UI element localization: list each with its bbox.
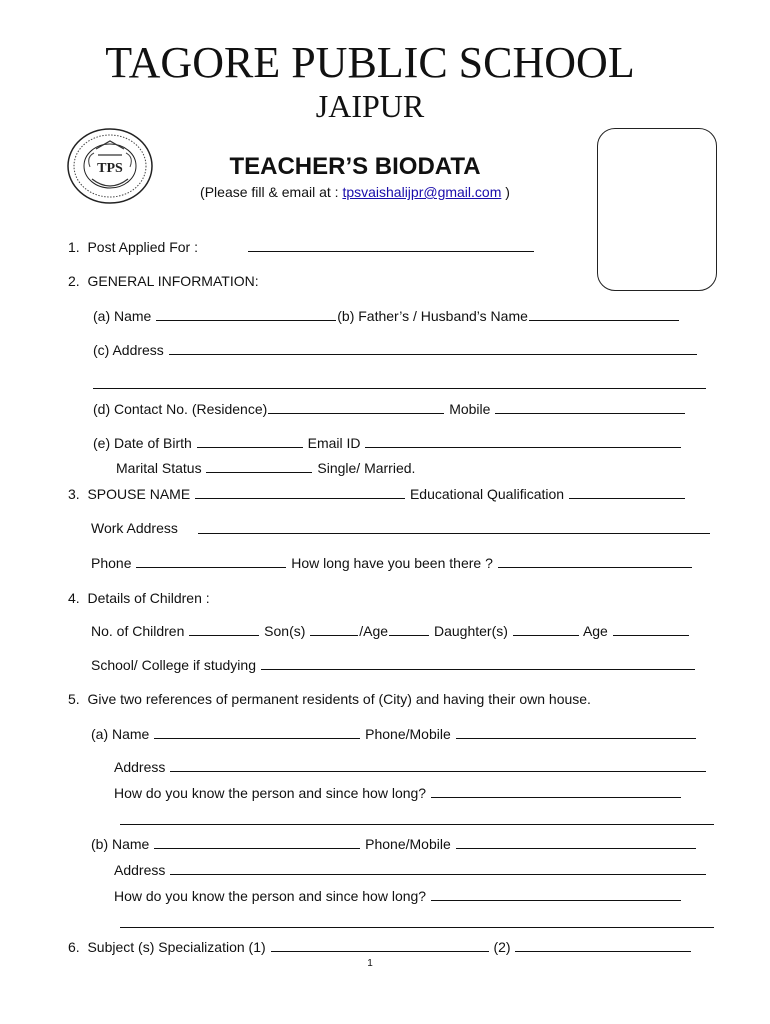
ref-a-phone-field[interactable] [456, 725, 696, 739]
ref-b-phone-field[interactable] [456, 835, 696, 849]
email-id-label: Email ID [307, 435, 361, 451]
ref-b-know-label: How do you know the person and since how long? [114, 888, 427, 904]
specialization-1-field[interactable] [271, 938, 489, 952]
ref-b-know-field[interactable] [431, 887, 681, 901]
how-long-field[interactable] [498, 554, 692, 568]
ref-a-name-label: (a) Name [91, 726, 150, 742]
instruction-note [0, 183, 710, 201]
school-name: TAGORE PUBLIC SCHOOL [105, 38, 635, 87]
ref-b-address-label: Address [114, 862, 166, 878]
address-field[interactable] [169, 341, 697, 355]
section-2 [68, 272, 259, 290]
mobile-field[interactable] [495, 400, 685, 414]
logo-monogram: TPS [97, 161, 123, 176]
specialization-label: Subject (s) Specialization (1) [87, 939, 266, 955]
education-label: Educational Qualification [409, 486, 565, 502]
residence-contact-field[interactable] [268, 400, 444, 414]
instruction-suffix: ) [501, 184, 510, 200]
daughters-label: Daughter(s) [434, 623, 508, 639]
mobile-label: Mobile [449, 401, 491, 417]
marital-row [116, 459, 415, 477]
ref-a-know-field-line-2[interactable] [120, 824, 714, 825]
ref-b-know-field-line-2[interactable] [120, 927, 714, 928]
single-married-text: Single/ Married. [317, 460, 416, 476]
section-4 [68, 589, 210, 607]
section-3 [68, 485, 686, 503]
section-1 [68, 238, 198, 256]
ref-a-address-field[interactable] [170, 758, 706, 772]
form-title: TEACHER’S BIODATA [229, 153, 481, 180]
work-address-row [91, 519, 178, 537]
spouse-name-field[interactable] [195, 485, 405, 499]
education-field[interactable] [569, 485, 685, 499]
no-of-children-field[interactable] [189, 622, 259, 636]
ref-a-phone-label: Phone/Mobile [365, 726, 451, 742]
specialization-2-label: (2) [493, 939, 511, 955]
children-row [91, 622, 690, 640]
ref-a-address-label: Address [114, 759, 166, 775]
daughters-field[interactable] [513, 622, 579, 636]
section-number: 3. [68, 486, 80, 502]
no-of-children-label: No. of Children [91, 623, 185, 639]
ref-b-phone-label: Phone/Mobile [365, 836, 451, 852]
section-number: 5. [68, 691, 80, 707]
school-college-label: School/ College if studying [91, 657, 256, 673]
address-field-line-2[interactable] [93, 388, 706, 389]
sons-age-field[interactable] [389, 622, 429, 636]
section-number: 4. [68, 590, 80, 606]
page-number: 1 [367, 958, 373, 969]
marital-status-field[interactable] [206, 459, 312, 473]
ref-a-know-field[interactable] [431, 784, 681, 798]
ref-b-know-row [114, 887, 682, 905]
daughters-age-label: Age [582, 623, 608, 639]
references-label: Give two references of permanent residents of (City) and having their own house. [87, 691, 591, 707]
email-link[interactable]: tpsvaishalijpr@gmail.com [342, 184, 502, 200]
section-5 [68, 690, 591, 708]
name-row [93, 307, 680, 325]
residence-contact-label: (d) Contact No. (Residence) [93, 401, 268, 417]
ref-a-row [91, 725, 697, 743]
specialization-2-field[interactable] [515, 938, 691, 952]
general-info-label: GENERAL INFORMATION: [87, 273, 259, 289]
ref-a-name-field[interactable] [154, 725, 360, 739]
father-name-field[interactable] [529, 307, 679, 321]
ref-b-name-field[interactable] [154, 835, 360, 849]
section-6 [68, 938, 692, 956]
ref-b-row [91, 835, 697, 853]
address-label: (c) Address [93, 342, 164, 358]
name-label: (a) Name [93, 308, 152, 324]
spouse-phone-label: Phone [91, 555, 132, 571]
ref-b-address-row [114, 861, 707, 879]
ref-a-know-label: How do you know the person and since how long? [114, 785, 427, 801]
post-applied-label: Post Applied For : [87, 239, 198, 255]
school-college-field[interactable] [261, 656, 695, 670]
section-number: 2. [68, 273, 80, 289]
how-long-label: How long have you been there ? [291, 555, 493, 571]
sons-label: Son(s) [264, 623, 306, 639]
dob-row [93, 434, 682, 452]
email-id-field[interactable] [365, 434, 681, 448]
instruction-prefix: (Please fill & email at : [200, 184, 343, 200]
sons-field[interactable] [310, 622, 358, 636]
name-field[interactable] [156, 307, 336, 321]
ref-a-address-row [114, 758, 707, 776]
section-number: 1. [68, 239, 80, 255]
address-row [93, 341, 698, 359]
phone-row [91, 554, 693, 572]
school-city: JAIPUR [315, 88, 425, 124]
children-details-label: Details of Children : [87, 590, 210, 606]
contact-row [93, 400, 686, 418]
ref-b-address-field[interactable] [170, 861, 706, 875]
work-address-field[interactable] [198, 533, 710, 534]
section-number: 6. [68, 939, 80, 955]
dob-label: (e) Date of Birth [93, 435, 192, 451]
school-row [91, 656, 696, 674]
ref-b-name-label: (b) Name [91, 836, 150, 852]
spouse-phone-field[interactable] [136, 554, 286, 568]
spouse-name-label: SPOUSE NAME [87, 486, 191, 502]
work-address-label: Work Address [91, 520, 178, 536]
dob-field[interactable] [197, 434, 303, 448]
father-name-label: (b) Father’s / Husband’s Name [337, 308, 528, 324]
marital-status-label: Marital Status [116, 460, 202, 476]
sons-age-label: /Age [359, 623, 389, 639]
daughters-age-field[interactable] [613, 622, 689, 636]
post-applied-field[interactable] [248, 251, 534, 252]
ref-a-know-row [114, 784, 682, 802]
